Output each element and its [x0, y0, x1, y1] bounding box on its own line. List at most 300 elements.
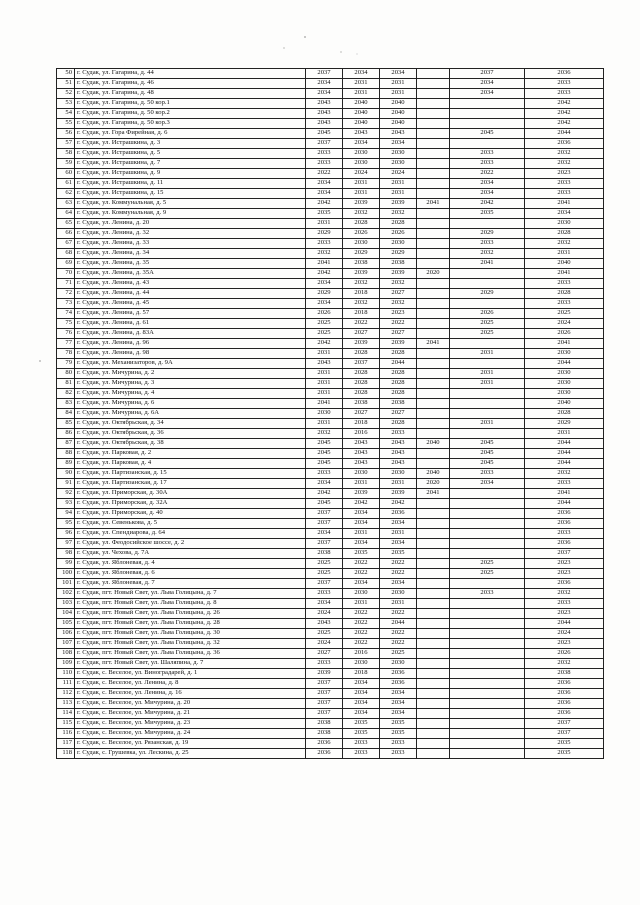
year-cell: 2045 [306, 129, 343, 139]
year-cell: 2034 [343, 509, 380, 519]
address-cell: г. Судак, ул. Севенькова, д. 5 [75, 519, 306, 529]
address-cell: г. Судак, ул. Истрашкина, д. 9 [75, 169, 306, 179]
address-cell: г. Судак, ул. Феодосийское шоссе, д. 2 [75, 539, 306, 549]
address-cell: г. Судак, с. Веселое, ул. Мичурина, д. 24 [75, 729, 306, 739]
year-cell: 2033 [525, 299, 604, 309]
year-cell: 2042 [450, 199, 525, 209]
year-cell: 2043 [380, 129, 417, 139]
year-cell: 2031 [343, 529, 380, 539]
year-cell: 2041 [450, 259, 525, 269]
year-cell: 2040 [380, 99, 417, 109]
year-cell: 2034 [380, 139, 417, 149]
year-cell [417, 419, 450, 429]
year-cell: 2030 [380, 659, 417, 669]
year-cell [417, 669, 450, 679]
address-cell: г. Судак, ул. Ленина, д. 32 [75, 229, 306, 239]
address-cell: г. Судак, ул. Ленина, д. 57 [75, 309, 306, 319]
year-cell: 2028 [343, 379, 380, 389]
row-number: 76 [57, 329, 75, 339]
address-cell: г. Судак, ул. Гагарина, д. 50 кор.2 [75, 109, 306, 119]
year-cell: 2022 [380, 639, 417, 649]
year-cell [417, 709, 450, 719]
address-cell: г. Судак, с. Веселое, ул. Мичурина, д. 21 [75, 709, 306, 719]
year-cell: 2037 [450, 69, 525, 79]
year-cell: 2036 [525, 709, 604, 719]
year-cell: 2027 [343, 409, 380, 419]
row-number: 50 [57, 69, 75, 79]
year-cell: 2045 [450, 129, 525, 139]
year-cell: 2025 [450, 569, 525, 579]
year-cell: 2033 [306, 589, 343, 599]
address-cell: г. Судак, с. Веселое, ул. Виноградарей, д. 1 [75, 669, 306, 679]
row-number: 91 [57, 479, 75, 489]
row-number: 105 [57, 619, 75, 629]
address-cell: г. Судак, ул. Истрашкина, д. 7 [75, 159, 306, 169]
year-cell: 2044 [525, 619, 604, 629]
year-cell: 2025 [380, 649, 417, 659]
address-cell: г. Судак, ул. Ленина, д. 44 [75, 289, 306, 299]
year-cell: 2025 [306, 559, 343, 569]
table-row [57, 149, 604, 159]
table-row [57, 589, 604, 599]
year-cell [417, 309, 450, 319]
year-cell: 2033 [525, 599, 604, 609]
row-number: 70 [57, 269, 75, 279]
year-cell: 2029 [306, 289, 343, 299]
year-cell: 2037 [306, 679, 343, 689]
year-cell: 2031 [380, 479, 417, 489]
address-cell: г. Судак, ул. Приморская, д. 30А [75, 489, 306, 499]
year-cell: 2030 [380, 589, 417, 599]
year-cell: 2022 [380, 559, 417, 569]
row-number: 71 [57, 279, 75, 289]
row-number: 59 [57, 159, 75, 169]
table-row [57, 389, 604, 399]
table-row [57, 139, 604, 149]
year-cell [417, 599, 450, 609]
year-cell: 2044 [525, 449, 604, 459]
year-cell [417, 549, 450, 559]
year-cell: 2042 [380, 499, 417, 509]
address-cell: г. Судак, ул. Яблоневая, д. 4 [75, 559, 306, 569]
year-cell: 2022 [380, 569, 417, 579]
year-cell: 2022 [380, 609, 417, 619]
year-cell: 2035 [306, 209, 343, 219]
address-cell: г. Судак, ул. Истрашкина, д. 11 [75, 179, 306, 189]
year-cell: 2045 [450, 449, 525, 459]
year-cell: 2034 [343, 539, 380, 549]
year-cell [417, 129, 450, 139]
year-cell: 2037 [525, 549, 604, 559]
year-cell: 2042 [525, 99, 604, 109]
row-number: 83 [57, 399, 75, 409]
year-cell [450, 689, 525, 699]
address-cell: г. Судак, ул. Механизаторов, д. 9А [75, 359, 306, 369]
row-number: 108 [57, 649, 75, 659]
row-number: 75 [57, 319, 75, 329]
year-cell: 2034 [306, 529, 343, 539]
address-cell: г. Судак, ул. Ленина, д. 43 [75, 279, 306, 289]
year-cell [417, 119, 450, 129]
year-cell: 2029 [525, 419, 604, 429]
year-cell: 2041 [525, 199, 604, 209]
year-cell: 2044 [525, 129, 604, 139]
year-cell [417, 649, 450, 659]
year-cell: 2028 [525, 229, 604, 239]
year-cell [417, 589, 450, 599]
year-cell: 2032 [343, 209, 380, 219]
year-cell [417, 459, 450, 469]
table-row [57, 339, 604, 349]
year-cell: 2035 [380, 719, 417, 729]
table-row [57, 249, 604, 259]
year-cell: 2016 [343, 429, 380, 439]
year-cell: 2033 [525, 79, 604, 89]
row-number: 106 [57, 629, 75, 639]
row-number: 92 [57, 489, 75, 499]
table-row [57, 239, 604, 249]
year-cell: 2042 [306, 339, 343, 349]
year-cell: 2030 [380, 149, 417, 159]
year-cell [450, 609, 525, 619]
year-cell: 2034 [450, 479, 525, 489]
year-cell: 2030 [343, 469, 380, 479]
year-cell: 2044 [525, 359, 604, 369]
year-cell: 2043 [306, 109, 343, 119]
year-cell: 2033 [380, 739, 417, 749]
year-cell: 2045 [450, 439, 525, 449]
year-cell [450, 219, 525, 229]
year-cell: 2038 [380, 399, 417, 409]
year-cell [450, 729, 525, 739]
year-cell: 2032 [306, 429, 343, 439]
year-cell [417, 409, 450, 419]
row-number: 97 [57, 539, 75, 549]
year-cell: 2022 [343, 629, 380, 639]
year-cell: 2033 [343, 739, 380, 749]
year-cell: 2027 [380, 329, 417, 339]
year-cell: 2025 [306, 569, 343, 579]
table-row [57, 189, 604, 199]
year-cell [417, 499, 450, 509]
year-cell: 2026 [450, 309, 525, 319]
row-number: 113 [57, 699, 75, 709]
year-cell [417, 379, 450, 389]
table-row [57, 669, 604, 679]
address-cell: г. Судак, пгт. Новый Свет, ул. Льва Голицына, д. 8 [75, 599, 306, 609]
year-cell [417, 209, 450, 219]
address-cell: г. Судак, ул. Спендиарова, д. 64 [75, 529, 306, 539]
year-cell [417, 629, 450, 639]
year-cell: 2030 [306, 409, 343, 419]
table-row [57, 749, 604, 759]
address-cell: г. Судак, ул. Партизанская, д. 15 [75, 469, 306, 479]
address-cell: г. Судак, ул. Истрашкина, д. 5 [75, 149, 306, 159]
table-row [57, 399, 604, 409]
table-row [57, 439, 604, 449]
year-cell: 2038 [306, 729, 343, 739]
year-cell: 2030 [343, 159, 380, 169]
table-body [57, 69, 604, 759]
year-cell: 2040 [417, 469, 450, 479]
row-number: 88 [57, 449, 75, 459]
row-number: 73 [57, 299, 75, 309]
row-number: 94 [57, 509, 75, 519]
table-row [57, 419, 604, 429]
address-cell: г. Судак, ул. Гагарина, д. 50 кор.1 [75, 99, 306, 109]
row-number: 60 [57, 169, 75, 179]
address-cell: г. Судак, ул. Ленина, д. 34 [75, 249, 306, 259]
year-cell [417, 639, 450, 649]
table-row [57, 469, 604, 479]
year-cell: 2032 [525, 159, 604, 169]
year-cell: 2036 [380, 679, 417, 689]
year-cell [417, 389, 450, 399]
year-cell: 2032 [343, 299, 380, 309]
year-cell: 2022 [380, 319, 417, 329]
year-cell [417, 299, 450, 309]
year-cell: 2038 [380, 259, 417, 269]
year-cell: 2016 [343, 649, 380, 659]
year-cell: 2032 [525, 239, 604, 249]
year-cell: 2031 [380, 89, 417, 99]
year-cell: 2028 [525, 289, 604, 299]
year-cell: 2034 [343, 679, 380, 689]
year-cell: 2030 [525, 349, 604, 359]
year-cell: 2022 [343, 569, 380, 579]
year-cell [450, 669, 525, 679]
year-cell [417, 79, 450, 89]
year-cell [450, 409, 525, 419]
year-cell: 2035 [380, 549, 417, 559]
row-number: 63 [57, 199, 75, 209]
address-cell: г. Судак, ул. Истрашкина, д. 3 [75, 139, 306, 149]
year-cell [417, 619, 450, 629]
address-cell: г. Судак, с. Грушевка, ул. Лескина, д. 25 [75, 749, 306, 759]
year-cell: 2031 [306, 389, 343, 399]
year-cell: 2032 [525, 589, 604, 599]
year-cell: 2043 [306, 359, 343, 369]
year-cell: 2038 [306, 549, 343, 559]
year-cell: 2039 [343, 339, 380, 349]
year-cell: 2045 [306, 499, 343, 509]
address-cell: г. Судак, ул. Ленина, д. 20 [75, 219, 306, 229]
table-row [57, 99, 604, 109]
year-cell [417, 329, 450, 339]
year-cell [450, 699, 525, 709]
year-cell [417, 169, 450, 179]
year-cell: 2030 [343, 589, 380, 599]
year-cell: 2032 [380, 279, 417, 289]
address-cell: г. Судак, ул. Октябрьская, д. 36 [75, 429, 306, 439]
address-cell: г. Судак, ул. Мичурина, д. 4 [75, 389, 306, 399]
year-cell: 2033 [306, 159, 343, 169]
year-cell [417, 699, 450, 709]
year-cell: 2040 [343, 109, 380, 119]
year-cell: 2029 [343, 249, 380, 259]
row-number: 99 [57, 559, 75, 569]
row-number: 56 [57, 129, 75, 139]
table-row [57, 289, 604, 299]
year-cell: 2040 [380, 109, 417, 119]
address-cell: г. Судак, ул. Яблоневая, д. 7 [75, 579, 306, 589]
row-number: 66 [57, 229, 75, 239]
year-cell: 2041 [525, 269, 604, 279]
year-cell: 2027 [380, 409, 417, 419]
year-cell: 2041 [417, 199, 450, 209]
address-cell: г. Судак, ул. Приморская, д. 40 [75, 509, 306, 519]
address-cell: г. Судак, ул. Приморская, д. 32А [75, 499, 306, 509]
year-cell: 2034 [380, 699, 417, 709]
table-row [57, 599, 604, 609]
year-cell: 2034 [343, 579, 380, 589]
year-cell [417, 249, 450, 259]
row-number: 67 [57, 239, 75, 249]
table-row [57, 629, 604, 639]
year-cell: 2034 [306, 179, 343, 189]
year-cell [417, 509, 450, 519]
year-cell: 2029 [380, 249, 417, 259]
address-cell: г. Судак, пгт. Новый Свет, ул. Шаляпина, д. 7 [75, 659, 306, 669]
year-cell [417, 679, 450, 689]
year-cell: 2023 [525, 169, 604, 179]
row-number: 102 [57, 589, 75, 599]
row-number: 84 [57, 409, 75, 419]
year-cell [417, 369, 450, 379]
year-cell [450, 359, 525, 369]
year-cell: 2037 [306, 699, 343, 709]
year-cell: 2020 [417, 479, 450, 489]
year-cell: 2031 [380, 599, 417, 609]
year-cell: 2026 [525, 649, 604, 659]
year-cell: 2028 [343, 349, 380, 359]
year-cell: 2031 [306, 369, 343, 379]
year-cell: 2030 [525, 219, 604, 229]
year-cell: 2033 [450, 149, 525, 159]
year-cell [417, 559, 450, 569]
year-cell: 2033 [306, 149, 343, 159]
year-cell: 2045 [450, 459, 525, 469]
year-cell [417, 229, 450, 239]
year-cell [417, 529, 450, 539]
year-cell: 2027 [343, 329, 380, 339]
year-cell [417, 289, 450, 299]
table-row [57, 539, 604, 549]
year-cell [417, 99, 450, 109]
year-cell [450, 619, 525, 629]
year-cell: 2037 [525, 729, 604, 739]
year-cell: 2043 [306, 99, 343, 109]
year-cell: 2043 [343, 439, 380, 449]
year-cell: 2025 [306, 629, 343, 639]
table-row [57, 369, 604, 379]
address-cell: г. Судак, ул. Парковая, д. 2 [75, 449, 306, 459]
year-cell: 2030 [525, 369, 604, 379]
year-cell [450, 339, 525, 349]
year-cell: 2034 [380, 689, 417, 699]
year-cell: 2035 [343, 729, 380, 739]
year-cell: 2037 [525, 719, 604, 729]
year-cell: 2041 [417, 489, 450, 499]
year-cell: 2040 [525, 399, 604, 409]
address-cell: г. Судак, ул. Ленина, д. 83А [75, 329, 306, 339]
year-cell [450, 749, 525, 759]
year-cell: 2033 [343, 749, 380, 759]
table-row [57, 229, 604, 239]
year-cell [450, 489, 525, 499]
year-cell [450, 139, 525, 149]
table-row [57, 119, 604, 129]
year-cell: 2043 [306, 119, 343, 129]
table-row [57, 689, 604, 699]
row-number: 93 [57, 499, 75, 509]
year-cell: 2041 [525, 489, 604, 499]
year-cell: 2023 [525, 559, 604, 569]
row-number: 107 [57, 639, 75, 649]
year-cell: 2030 [525, 389, 604, 399]
row-number: 62 [57, 189, 75, 199]
year-cell: 2028 [380, 219, 417, 229]
year-cell [450, 119, 525, 129]
year-cell: 2034 [343, 699, 380, 709]
row-number: 53 [57, 99, 75, 109]
row-number: 87 [57, 439, 75, 449]
address-cell: г. Судак, ул. Яблоневая, д. 6 [75, 569, 306, 579]
year-cell: 2025 [450, 559, 525, 569]
year-cell: 2037 [306, 709, 343, 719]
year-cell: 2022 [343, 619, 380, 629]
year-cell: 2033 [380, 429, 417, 439]
year-cell: 2036 [525, 699, 604, 709]
year-cell: 2034 [306, 79, 343, 89]
row-number: 116 [57, 729, 75, 739]
year-cell: 2023 [525, 639, 604, 649]
year-cell: 2034 [343, 709, 380, 719]
year-cell: 2034 [306, 279, 343, 289]
year-cell: 2037 [306, 579, 343, 589]
year-cell: 2040 [343, 99, 380, 109]
year-cell [417, 609, 450, 619]
year-cell: 2032 [525, 469, 604, 479]
year-cell: 2036 [525, 69, 604, 79]
year-cell: 2043 [380, 449, 417, 459]
row-number: 96 [57, 529, 75, 539]
table-row [57, 559, 604, 569]
year-cell [417, 189, 450, 199]
row-number: 101 [57, 579, 75, 589]
year-cell: 2035 [380, 729, 417, 739]
year-cell: 2030 [525, 379, 604, 389]
year-cell: 2034 [343, 139, 380, 149]
table-row [57, 219, 604, 229]
table-row [57, 739, 604, 749]
year-cell: 2036 [525, 519, 604, 529]
year-cell: 2036 [306, 749, 343, 759]
year-cell: 2042 [306, 489, 343, 499]
year-cell [450, 429, 525, 439]
year-cell: 2022 [380, 629, 417, 639]
year-cell: 2028 [343, 389, 380, 399]
table-row [57, 479, 604, 489]
year-cell: 2024 [525, 629, 604, 639]
table-row [57, 579, 604, 589]
year-cell: 2044 [380, 619, 417, 629]
row-number: 90 [57, 469, 75, 479]
year-cell: 2035 [525, 739, 604, 749]
row-number: 55 [57, 119, 75, 129]
year-cell [417, 569, 450, 579]
year-cell: 2033 [450, 159, 525, 169]
